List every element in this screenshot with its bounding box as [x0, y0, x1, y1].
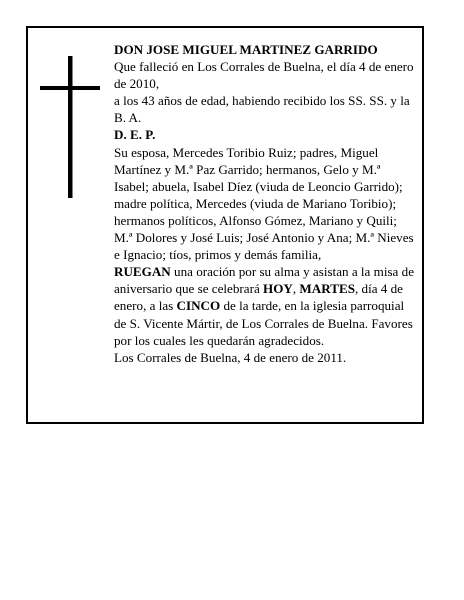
request-text-1: una oración por su alma y asistan a la misa de aniversario que se celebrará — [114, 264, 415, 297]
death-details: Que falleció en Los Corrales de Buelna, el día 4 de enero de 2010, — [114, 59, 414, 92]
martes-word: MARTES — [299, 281, 355, 297]
age-details: a los 43 años de edad, habiendo recibido los SS. SS. y la B. A. — [114, 93, 410, 126]
family-list: Su esposa, Mercedes Toribio Ruiz; padres, Miguel Martínez y M.ª Paz Garrido; hermanos, Gelo y M.ª Isabel; abuela, Isabel Díez (viuda de Leoncio Garrido); madre política, Mercedes (viuda de Mariano Toribio); hermanos políticos, Alfonso Gómez, Mariano y Quili; M.ª Dolores y José Luis; José Antonio y Ana; M.ª Nieves e Ignacio; tíos, primos y demás familia, — [114, 144, 414, 263]
cross-icon — [40, 56, 100, 198]
closing-line: Los Corrales de Buelna, 4 de enero de 2011. — [114, 349, 347, 365]
mass-request — [114, 263, 414, 348]
cinco-word: CINCO — [176, 298, 221, 314]
request-text-2: , día 4 de enero, a las — [114, 281, 403, 314]
request-comma: , — [292, 281, 300, 297]
obituary-notice — [26, 26, 424, 424]
rest-in-peace: D. E. P. — [114, 127, 156, 143]
cross-icon-graphic — [40, 56, 100, 198]
notice-text — [114, 41, 414, 366]
ruegan-word: RUEGAN — [114, 264, 171, 280]
request-text-3: de la tarde, en la iglesia parroquial de S. Vicente Mártir, de Los Corrales de Buelna. Favores por los cuales les quedarán agradecidos. — [114, 298, 413, 348]
deceased-name: DON JOSE MIGUEL MARTINEZ GARRIDO — [114, 42, 378, 57]
hoy-word: HOY — [263, 281, 293, 297]
